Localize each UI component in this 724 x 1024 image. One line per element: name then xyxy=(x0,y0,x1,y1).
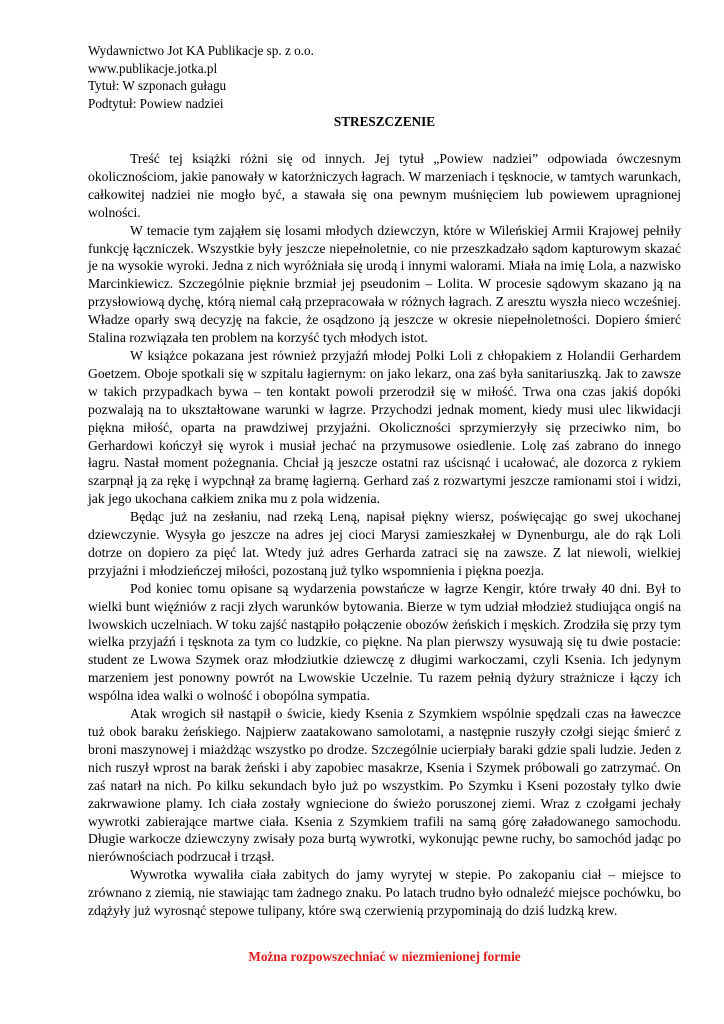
summary-paragraph-6: Atak wrogich sił nastąpił o świcie, kiedy Ksenia z Szymkiem wspólnie spędzali czas na ławeczce tuż obok baraku żeńskiego. Najpierw zaatakowano samolotami, a następnie ruszyły czołgi siejąc śmierć z broni maszynowej i miażdżąc wszystko po drodze. Szczególnie ucierpiały baraki gdzie spali ludzie. Jeden z nich ruszył wprost na barak żeński i aby zapobiec masakrze, Ksenia i Szymek próbowali go zatrzymać. On zaś natarł na nich. Po kilku sekundach było już po wszystkim. Po Szymku i Kseni pozostały tylko dwie zakrwawione plamy. Ich ciała zostały wgniecione do świeżo poruszonej ziemi. Wraz z czołgami jechały wywrotki zabierające martwe ciała. Ksenia z Szymkiem trafili na samą górę załadowanego samochodu. Długie warkocze dziewczyny zwisały poza burtą wywrotki, wykonując pewne ruchy, bo samochód jadąc po nierównościach podrzucał i trząsł. xyxy=(88,706,681,865)
summary-body xyxy=(88,150,681,920)
summary-paragraph-2: W temacie tym zająłem się losami młodych dziewczyn, które w Wileńskiej Armii Krajowej pełniły funkcję łączniczek. Wszystkie były jeszcze niepełnoletnie, co nie przeszkadzało sądom kapturowym skazać je na wysokie wyroki. Jedna z nich wyróżniała się urodą i innymi walorami. Miała na imię Lola, a nazwisko Marcinkiewicz. Szczególnie pięknie brzmiał jej pseudonim – Lolita. W procesie sądowym skazano ją na przysłowiową dychę, którą niemal całą przepracowała w różnych łagrach. Z aresztu wyszła nieco wcześniej. Władze oparły swą decyzję na fakcie, że osądzono ją jeszcze w okresie niepełnoletności. Dopiero śmierć Stalina rozwiązała ten problem na korzyść tych młodych istot. xyxy=(88,222,681,346)
summary-paragraph-5: Pod koniec tomu opisane są wydarzenia powstańcze w łagrze Kengir, które trwały 40 dni. Był to wielki bunt więźniów z racji złych warunków bytowania. Bierze w tym udział młodzież studiująca ongiś na lwowskich uczelniach. W toku zajść nastąpiło połączenie obozów żeńskich i męskich. Zrodziła się przy tym wielka przyjaźń i tęsknota za tym co ludzkie, co piękne. Na plan pierwszy wysuwają się tu dwie postacie: student ze Lwowa Szymek oraz młodziutkie dziewczę z długimi warkoczami, czyli Ksenia. Ich jedynym marzeniem jest ponowny powrót na Lwowskie Uczelnie. Tu razem pełnią dyżury strażnicze i łączy ich wspólna idea walki o wolność i obopólna sympatia. xyxy=(88,580,681,704)
publisher-header xyxy=(88,42,681,112)
section-title: STRESZCZENIE xyxy=(333,114,436,129)
document-page xyxy=(88,42,681,920)
summary-paragraph-7: Wywrotka wywaliła ciała zabitych do jamy wyrytej w stepie. Po zakopaniu ciał – miejsce to zrównano z ziemią, nie stawiając tam żadnego znaku. Po latach trudno było odnaleźć miejsce pochówku, bo zdążyły już wyrosnąć stepowe tulipany, które swą czerwienią przypominają do dziś ludzką krew. xyxy=(88,867,681,919)
summary-paragraph-1: Treść tej książki różni się od innych. Jej tytuł „Powiew nadziei” odpowiada ówczesnym okolicznościom, jakie panowały w katorżniczych łagrach. W marzeniach i tęsknocie, w tamtych warunkach, całkowitej nadziei nie mogło być, a stawała się ona pewnym muśnięciem lub powiewem upragnionej wolności. xyxy=(88,151,681,220)
publisher-website: www.publikacje.jotka.pl xyxy=(88,60,218,76)
summary-paragraph-3: W książce pokazana jest również przyjaźń młodej Polki Loli z chłopakiem z Holandii Gerhardem Goetzem. Oboje spotkali się w szpitalu łagiernym: on jako lekarz, ona zaś była sanitariuszką. Jak to zawsze w takich przypadkach bywa – ten kontakt powoli przerodził się w miłość. Trwa ona czas jakiś dopóki pozwalają na to ukształtowane warunki w łagrze. Przychodzi jednak moment, kiedy musi ulec likwidacji piękna miłość, oparta na prawdziwej przyjaźni. Okoliczności sprzymierzyły się przeciwko nim, bo Gerhardowi kończył się wyrok i musiał jechać na przymusowe osiedlenie. Lolę zaś zabrano do innego łagru. Nastał moment pożegnania. Chciał ją jeszcze ostatni raz uścisnąć i ucałować, ale dozorca z rykiem szarpnął ją za rękę i wypchnął za bramę łagierną. Gerhard zaś z rozwartymi jeszcze ramionami stoi i widzi, jak jego ukochana całkiem znika mu z pola widzenia. xyxy=(88,347,681,507)
publisher-name: Wydawnictwo Jot KA Publikacje sp. z o.o. xyxy=(88,43,314,58)
distribution-notice: Można rozpowszechniać w niezmienionej formie xyxy=(248,949,521,964)
book-subtitle-line: Podtytuł: Powiew nadziei xyxy=(88,95,224,111)
book-title-line: Tytuł: W szponach gułagu xyxy=(88,78,227,93)
summary-paragraph-4: Będąc już na zesłaniu, nad rzeką Leną, napisał piękny wiersz, poświęcając go swej ukochanej dziewczynie. Wysyła go jeszcze na adres jej cioci Marysi zamieszkałej w Dynenburgu, ale do rąk Loli dotrze on dopiero za pięć lat. Wtedy już adres Gerharda zatraci się na zawsze. Z lat niewoli, wielkiej przyjaźni i młodzieńczej miłości, pozostaną już tylko wspomnienia i piękna poezja. xyxy=(88,509,681,578)
